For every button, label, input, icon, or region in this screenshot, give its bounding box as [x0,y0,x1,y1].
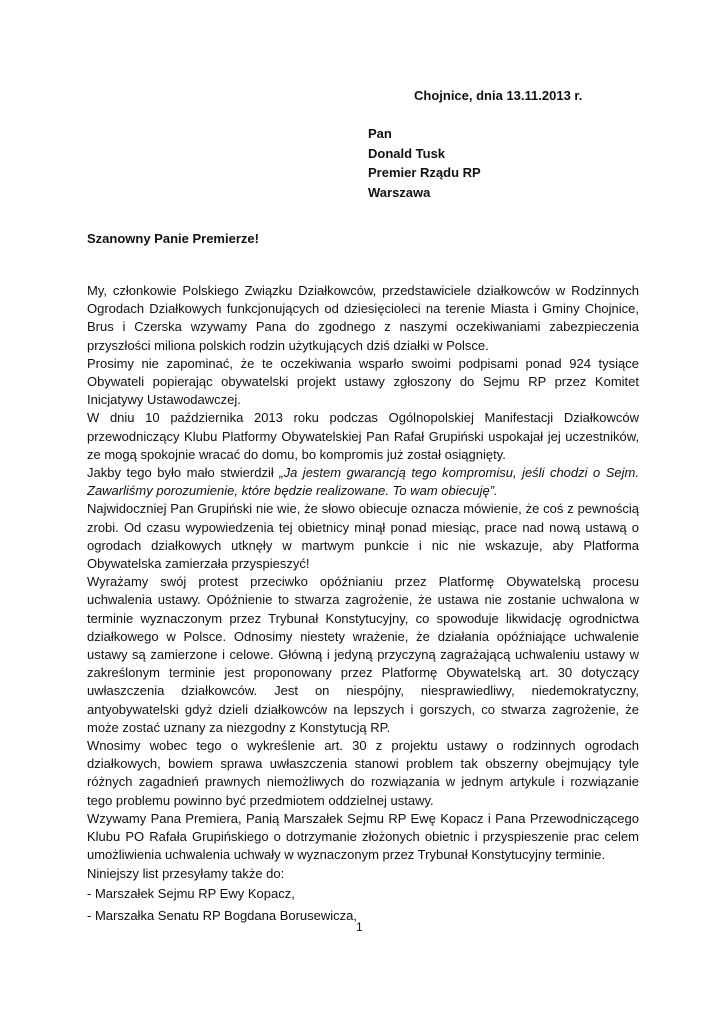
salutation: Szanowny Panie Premierze! [87,231,259,246]
paragraph: Wzywamy Pana Premiera, Panią Marszałek Sejmu RP Ewę Kopacz i Pana Przewodniczącego Klubu PO Rafała Grupińskiego o dotrzymanie złożonych obietnic i przyspieszenie prac celem umożliwienia uchwalenia uchwały w wyznaczonym przez Trybunał Konstytucyjny terminie. [87,810,639,863]
paragraph: Prosimy nie zapominać, że te oczekiwania wsparło swoimi podpisami ponad 924 tysiące Obywateli popierając obywatelski projekt ustawy zgłoszony do Sejmu RP przez Komitet Inicjatywy Ustawodawczej. [87,355,639,408]
paragraph: Niniejszy list przesyłamy także do: [87,865,285,881]
addressee-position: Premier Rządu RP [368,165,481,180]
paragraph: My, członkowie Polskiego Związku Działkowców, przedstawiciele działkowców w Rodzinnych Ogrodach Działkowych funkcjonujących od dziesięcioleci na terenie Miasta i Gminy Chojnice, Brus i Czerska wzywamy Pana do zgodnego z naszymi oczekiwaniami zabezpieczenia przyszłości miliona polskich rodzin użytkujących dziś działki w Polsce. [87,283,639,353]
addressee-block [368,124,481,202]
page-number: 1 [356,920,363,934]
letter-body [87,282,639,927]
paragraph-with-quote [87,464,639,500]
paragraph: Najwidoczniej Pan Grupiński nie wie, że słowo obiecuje oznacza mówienie, że coś z pewnością zrobi. Od czasu wypowiedzenia tej obietnicy minął ponad miesiąc, prace nad nową ustawą o ogrodach działkowych utknęły w martwym punkcie i nic nie wskazuje, aby Platforma Obywatelska zamierzała przyspieszyć! [87,501,639,572]
list-item: - Marszałka Senatu RP Bogdana Borusewicza, [87,907,358,923]
paragraph: Wyrażamy swój protest przeciwko opóźnianiu przez Platformę Obywatelską procesu uchwalenia ustawy. Opóźnienie to stwarza zagrożenie, że ustawa nie zostanie uchwalona w terminie wyznaczonym przez Trybunał Konstytucyjny, co spowoduje likwidację ogrodnictwa działkowego w Polsce. Odnosimy niestety wrażenie, że działania opóźniające uchwalenie ustawy są zamierzone i celowe. Główną i jedyną przyczyną zagrażającą uchwaleniu ustawy w zakreślonym terminie jest proponowany przez Platformę Obywatelską art. 30 dotyczący uwłaszczenia działkowców. Jest on niespójny, niesprawiedliwy, niedemokratyczny, antyobywatelski gdyż dzieli działkowców na lepszych i gorszych, co stwarza zagrożenie, że może zostać uznany za niezgodny z Konstytucją RP. [87,574,639,735]
quote: „Ja jestem gwarancją tego kompromisu, jeśli chodzi o Sejm. Zawarliśmy porozumienie, które będzie realizowane. To wam obiecuję”. [87,465,639,499]
date-line: Chojnice, dnia 13.11.2013 r. [414,88,583,103]
addressee-title: Pan [368,126,392,141]
addressee-city: Warszawa [368,184,431,200]
recipients-list [87,883,639,927]
list-item: - Marszałek Sejmu RP Ewy Kopacz, [87,885,295,901]
paragraph: W dniu 10 października 2013 roku podczas Ogólnopolskiej Manifestacji Działkowców przewodniczący Klubu Platformy Obywatelskiej Pan Rafał Grupiński uspokajał jej uczestników, ze mogą spokojnie wracać do domu, bo kompromis już został osiągnięty. [87,410,639,462]
paragraph-lead: Jakby tego było mało stwierdził [87,465,280,481]
addressee-name: Donald Tusk [368,145,446,161]
paragraph: Wnosimy wobec tego o wykreślenie art. 30 z projektu ustawy o rodzinnych ogrodach działkowych, bowiem sprawa uwłaszczenia stanowi problem tak obszerny obejmujący tyle różnych zagadnień prawnych niemożliwych do rozwiązania w jednym artykule i rozwiązanie tego problemu powinno być przedmiotem oddzielnej ustawy. [87,738,639,808]
